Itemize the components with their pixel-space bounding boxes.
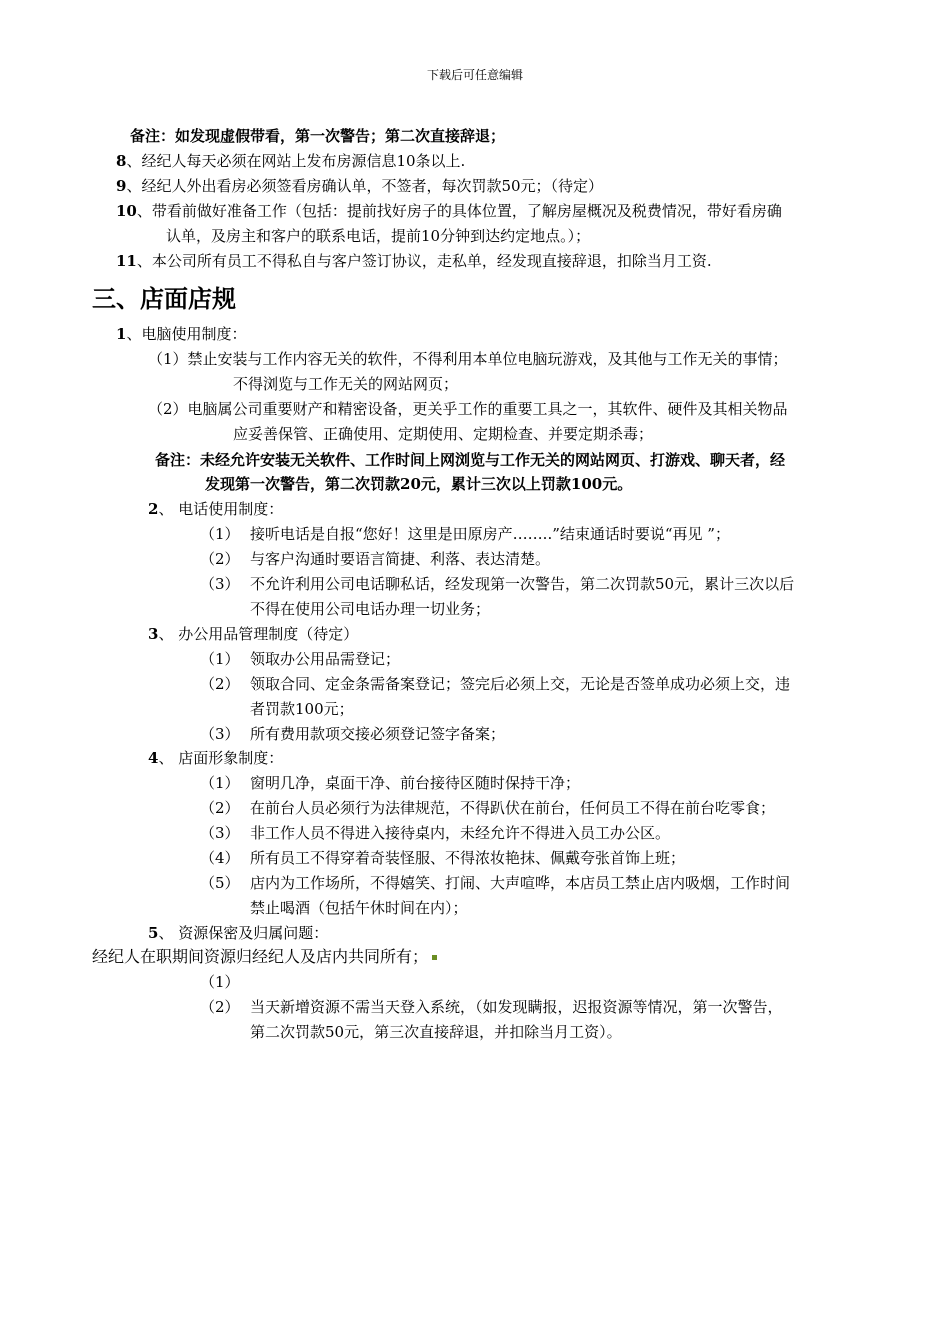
s3-item-2-continued: 者罚款100元； <box>250 700 354 718</box>
s1-note: 备注：未经允许安装无关软件、工作时间上网浏览与工作无关的网站网页、打游戏、聊天者，经 <box>155 451 786 469</box>
s4-item-5: 店内为工作场所，不得嬉笑、打闹、大声喧哗，本店员工禁止店内吸烟，工作时间 <box>250 874 791 892</box>
s5-item-2: 当天新增资源不需当天登入系统，（如发现瞒报，迟报资源等情况，第一次警告， <box>250 998 783 1016</box>
s4-item-5-continued: 禁止喝酒（包括午休时间在内）； <box>250 899 468 917</box>
item-text: 、电脑使用制度： <box>126 325 247 343</box>
s1-item-2-continued: 应妥善保管、正确使用、定期使用、定期检查、并要定期杀毒； <box>233 425 654 443</box>
item-number: 11 <box>116 252 137 270</box>
s5-title <box>148 922 328 944</box>
item-10 <box>116 200 782 222</box>
item-text: 、 电话使用制度： <box>158 500 284 518</box>
s4-item-2-num: （2） <box>200 799 240 817</box>
s2-item-1-num: （1） <box>200 525 240 543</box>
item-number: 2 <box>148 500 159 518</box>
s3-item-1: 领取办公用品需登记； <box>250 650 401 668</box>
s4-title <box>148 747 283 769</box>
item-8 <box>116 150 465 172</box>
s2-item-3-num: （3） <box>200 575 240 593</box>
s1-item-2: （2）电脑属公司重要财产和精密设备，更关乎工作的重要工具之一，其软件、硬件及其相关物品 <box>148 400 788 418</box>
s1-item-1-continued: 不得浏览与工作无关的网站网页； <box>233 375 459 393</box>
item-text: 、经纪人外出看房必须签看房确认单，不签者，每次罚款50元；（待定） <box>126 177 604 195</box>
s3-item-3: 所有费用款项交接必须登记签字备案； <box>250 725 506 743</box>
s5-intro <box>92 946 437 968</box>
s4-item-3: 非工作人员不得进入接待桌内，未经允许不得进入员工办公区。 <box>250 824 671 842</box>
item-text: 、 办公用品管理制度（待定） <box>158 625 359 643</box>
s4-item-3-num: （3） <box>200 824 240 842</box>
s2-item-1: 接听电话是自报“您好！这里是田原房产……..”结束通话时要说“再见 ”； <box>250 525 730 543</box>
item-text: 、 店面形象制度： <box>158 749 284 767</box>
s1-title <box>116 323 246 345</box>
s2-item-3-continued: 不得在使用公司电话办理一切业务； <box>250 600 491 618</box>
s3-item-2-num: （2） <box>200 675 240 693</box>
s2-title <box>148 498 283 520</box>
s1-note-continued: 发现第一次警告，第二次罚款20元，累计三次以上罚款100元。 <box>205 475 633 493</box>
item-number: 10 <box>116 202 137 220</box>
item-text: 、经纪人每天必须在网站上发布房源信息10条以上. <box>126 152 466 170</box>
s4-item-4: 所有员工不得穿着奇装怪服、不得浓妆艳抹、佩戴夸张首饰上班； <box>250 849 686 867</box>
page-header: 下载后可任意编辑 <box>426 68 523 82</box>
s3-item-1-num: （1） <box>200 650 240 668</box>
s4-item-4-num: （4） <box>200 849 240 867</box>
item-number: 8 <box>116 152 127 170</box>
section-3-title: 三、店面店规 <box>92 285 236 313</box>
item-number: 4 <box>148 749 159 767</box>
anchor-marker-icon <box>432 955 437 960</box>
s5-item-1-num: （1） <box>200 973 240 991</box>
s5-intro-text: 经纪人在职期间资源归经纪人及店内共同所有； <box>92 947 429 966</box>
s4-item-2: 在前台人员必须行为法律规范，不得趴伏在前台，任何员工不得在前台吃零食； <box>250 799 776 817</box>
item-text: 、带看前做好准备工作（包括：提前找好房子的具体位置，了解房屋概况及税费情况，带好看房确 <box>136 202 782 220</box>
item-number: 3 <box>148 625 159 643</box>
note-fake-viewing: 备注：如发现虚假带看，第一次警告；第二次直接辞退； <box>130 127 506 145</box>
item-10-continued: 认单，及房主和客户的联系电话，提前10分钟到达约定地点。）； <box>166 227 591 245</box>
item-text: 、本公司所有员工不得私自与客户签订协议，走私单，经发现直接辞退，扣除当月工资. <box>136 252 712 270</box>
item-11 <box>116 250 712 272</box>
s5-item-2-num: （2） <box>200 998 240 1016</box>
s3-title <box>148 623 358 645</box>
item-9 <box>116 175 603 197</box>
s2-item-2-num: （2） <box>200 550 240 568</box>
s2-item-2: 与客户沟通时要语言简捷、利落、表达清楚。 <box>250 550 551 568</box>
item-number: 9 <box>116 177 127 195</box>
s4-item-1: 窗明几净，桌面干净、前台接待区随时保持干净； <box>250 774 581 792</box>
s4-item-5-num: （5） <box>200 874 240 892</box>
s3-item-2: 领取合同、定金条需备案登记；签完后必须上交，无论是否签单成功必须上交，违 <box>250 675 791 693</box>
s3-item-3-num: （3） <box>200 725 240 743</box>
item-text: 、 资源保密及归属问题： <box>158 924 329 942</box>
item-number: 5 <box>148 924 159 942</box>
item-number: 1 <box>116 325 127 343</box>
s5-item-2-continued: 第二次罚款50元，第三次直接辞退，并扣除当月工资）。 <box>250 1023 622 1041</box>
s2-item-3: 不允许利用公司电话聊私话，经发现第一次警告，第二次罚款50元，累计三次以后 <box>250 575 795 593</box>
s1-item-1: （1）禁止安装与工作内容无关的软件，不得利用本单位电脑玩游戏，及其他与工作无关的事情； <box>148 350 788 368</box>
s4-item-1-num: （1） <box>200 774 240 792</box>
